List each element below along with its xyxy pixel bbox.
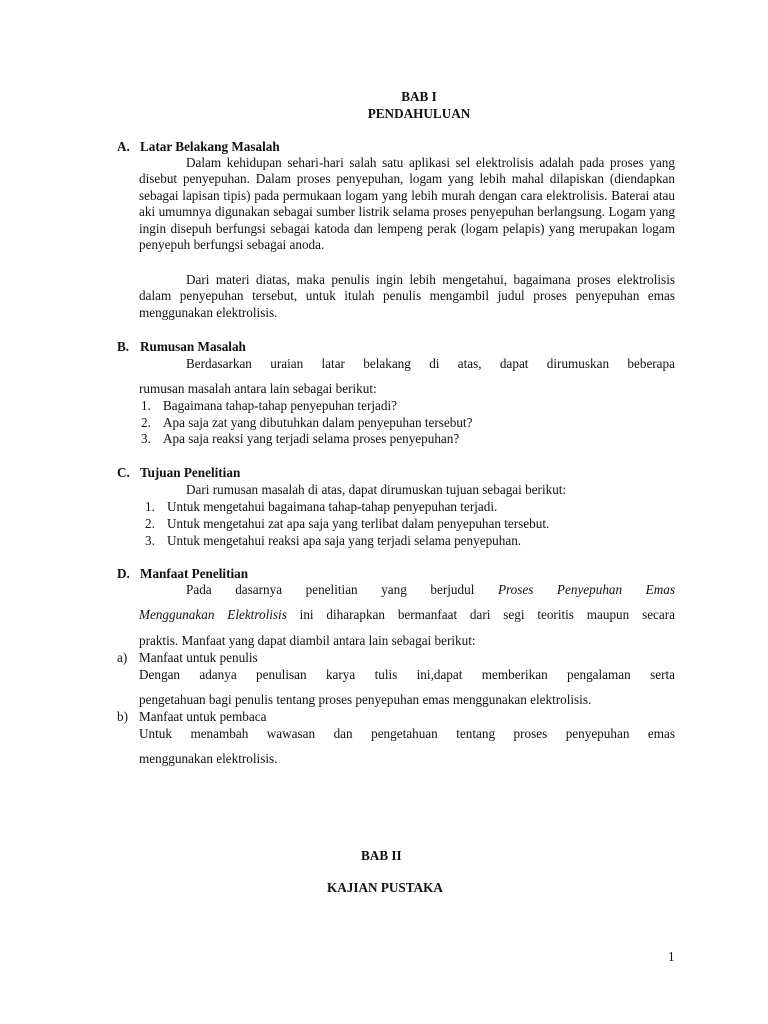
list-item: 1. Untuk mengetahui bagaimana tahap-tahap penyepuhan terjadi.: [145, 499, 498, 514]
benefit-a-title: Manfaat untuk penulis: [139, 650, 258, 665]
section-a-heading: [117, 139, 280, 155]
section-c-title: Tujuan Penelitian: [140, 465, 241, 480]
page-number: 1: [668, 949, 675, 964]
chapter-subtitle: PENDAHULUAN: [367, 106, 471, 121]
chapter-title: BAB I: [401, 89, 437, 104]
section-d-letter: D.: [117, 566, 130, 581]
benefit-a-label: a): [117, 650, 128, 665]
section-d-heading: [117, 566, 248, 582]
section-b-title: Rumusan Masalah: [140, 339, 246, 354]
list-item: 1. Bagaimana tahap-tahap penyepuhan terjadi?: [141, 398, 397, 413]
benefit-a-line-1: Dengan adanya penulisan karya tulis ini,dapat memberikan pengalaman serta: [139, 667, 675, 682]
section-c-heading: [117, 465, 240, 481]
benefit-b-line-1: Untuk menambah wawasan dan pengetahuan tentang proses penyepuhan emas: [139, 726, 675, 741]
section-d-title: Manfaat Penelitian: [140, 566, 249, 581]
section-b-heading: [117, 339, 246, 355]
section-a-paragraph-1: Dalam kehidupan sehari-hari salah satu aplikasi sel elektrolisis adalah pada proses yang disebut penyepuhan. Dalam proses penyepuhan, logam yang lebih mahal dilapiskan (diendapkan sebagai lapisan tipis) pada permukaan logam yang lebih murah dengan cara elektrolisis. Baterai atau aki umumnya digunakan sebagai sumber listrik selama proses penyepuhan berlangsung. Logam yang ingin disepuh berfungsi sebagai katoda dan lempeng perak (logam pelapis) yang merupakan logam penyepuh berfungsi sebagai anoda.: [139, 155, 675, 253]
section-a-title: Latar Belakang Masalah: [140, 139, 280, 154]
section-b-intro-line-1: Berdasarkan uraian latar belakang di atas, dapat dirumuskan beberapa: [186, 356, 675, 371]
benefit-b-title: Manfaat untuk pembaca: [139, 709, 267, 724]
benefit-b-line-2: menggunakan elektrolisis.: [139, 751, 278, 766]
section-b-letter: B.: [117, 339, 130, 354]
section-a-paragraph-2: Dari materi diatas, maka penulis ingin lebih mengetahui, bagaimana proses elektrolisis dalam penyepuhan tersebut, untuk itulah penulis mengambil judul proses penyepuhan emas menggunakan elektrolisis.: [139, 272, 675, 320]
list-item: 3. Untuk mengetahui reaksi apa saja yang terjadi selama penyepuhan.: [145, 533, 522, 548]
chapter-2-title: BAB II: [361, 848, 402, 863]
section-c-intro: Dari rumusan masalah di atas, dapat dirumuskan tujuan sebagai berikut:: [186, 482, 567, 497]
list-item: 2. Untuk mengetahui zat apa saja yang terlibat dalam penyepuhan tersebut.: [145, 516, 550, 531]
section-d-line-3: praktis. Manfaat yang dapat diambil antara lain sebagai berikut:: [139, 633, 476, 648]
section-d-line-1: Pada dasarnya penelitian yang berjudul Proses Penyepuhan Emas: [186, 582, 675, 597]
section-c-letter: C.: [117, 465, 130, 480]
benefit-a-line-2: pengetahuan bagi penulis tentang proses penyepuhan emas menggunakan elektrolisis.: [139, 692, 592, 707]
chapter-2-subtitle: KAJIAN PUSTAKA: [327, 880, 443, 895]
section-b-intro-line-2: rumusan masalah antara lain sebagai berikut:: [139, 381, 377, 396]
section-a-letter: A.: [117, 139, 130, 154]
benefit-b-label: b): [117, 709, 128, 724]
section-d-line-2: Menggunakan Elektrolisis ini diharapkan bermanfaat dari segi teoritis maupun secara: [139, 607, 676, 622]
list-item: 3. Apa saja reaksi yang terjadi selama proses penyepuhan?: [141, 431, 460, 446]
list-item: 2. Apa saja zat yang dibutuhkan dalam penyepuhan tersebut?: [141, 415, 473, 430]
